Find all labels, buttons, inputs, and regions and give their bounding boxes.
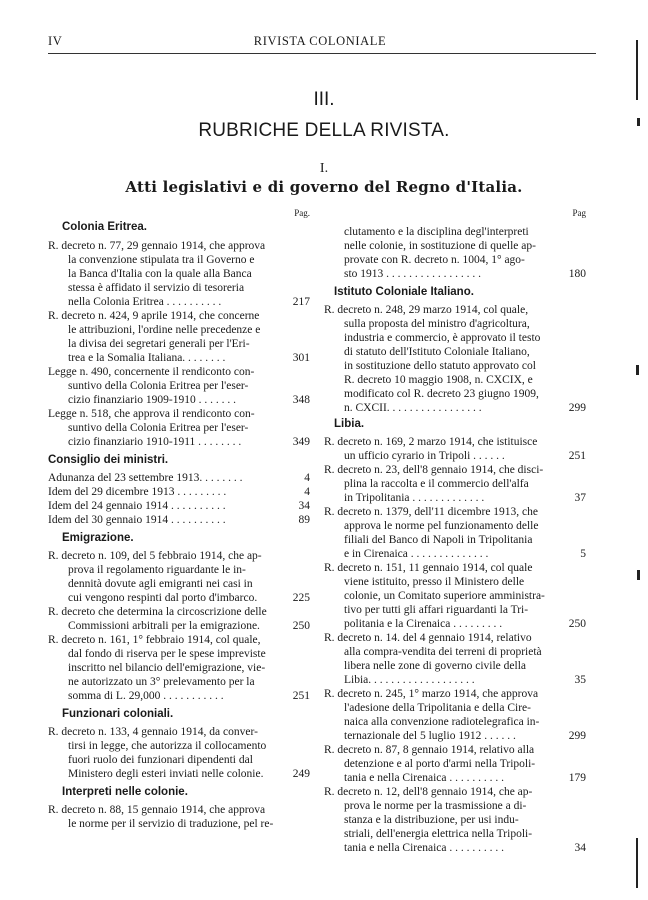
page-reference: 299: [568, 730, 586, 742]
index-line: R. decreto n. 88, 15 gennaio 1914, che approva: [48, 804, 266, 816]
index-line: R. decreto n. 245, 1° marzo 1914, che approva: [324, 688, 539, 700]
index-line: tania e nella Cirenaica . . . . . . . . . .: [344, 842, 504, 854]
subsection-title: Atti legislativi e di governo del Regno d'Italia.: [125, 178, 523, 196]
page-reference: 5: [580, 548, 586, 560]
index-line: di statuto dell'Istituto Coloniale Italiano,: [344, 346, 530, 358]
page-reference: 348: [292, 394, 310, 406]
index-line: dennità dovute agli emigranti nei casi in: [68, 578, 253, 590]
index-line: prova il regolamento riguardante le in-: [68, 564, 246, 576]
index-line: R. decreto 10 maggio 1908, n. CXCIX, e: [344, 374, 533, 386]
page-reference: 251: [568, 450, 586, 462]
index-line: Legge n. 490, concernente il rendiconto con-: [48, 366, 255, 378]
index-line: tirsi in legge, che autorizza il collocamento: [68, 740, 267, 752]
page-reference: 249: [292, 768, 310, 780]
index-line: Libia. . . . . . . . . . . . . . . . . . .: [344, 674, 475, 686]
index-line: tivo per tutti gli affari riguardanti la Tri-: [344, 604, 529, 616]
index-line: in sostituzione dello statuto approvato col: [344, 360, 536, 372]
index-line: Adunanza del 23 settembre 1913. . . . . . . .: [48, 472, 243, 484]
index-line: industria e commercio, è approvato il testo: [344, 332, 541, 344]
index-line: somma di L. 29,000 . . . . . . . . . . .: [68, 690, 224, 702]
index-line: R. decreto n. 133, 4 gennaio 1914, da conver-: [48, 726, 258, 738]
index-line: inscritto nel bilancio dell'emigrazione, vie-: [68, 662, 266, 674]
index-line: ne autorizzato un 3° prelevamento per la: [68, 676, 255, 688]
index-line: stanza e la distribuzione, per usi indu-: [344, 814, 519, 826]
category-heading: Emigrazione.: [62, 532, 134, 544]
index-line: trea e la Somalia Italiana. . . . . . . .: [68, 352, 226, 364]
index-line: suntivo della Colonia Eritrea per l'eser-: [68, 380, 249, 392]
index-line: cui vengono respinti dal porto d'imbarco.: [68, 592, 258, 604]
index-line: plina la raccolta e il commercio dell'alfa: [344, 478, 529, 490]
index-line: cizio finanziario 1910-1911 . . . . . . . .: [68, 436, 242, 448]
index-line: dal fondo di riserva per le spese impreviste: [68, 648, 266, 660]
category-heading: Interpreti nelle colonie.: [62, 786, 188, 798]
page-reference: 4: [304, 486, 310, 498]
scan-edge-mark: [636, 40, 638, 100]
index-line: approva le norme pel funzionamento delle: [344, 520, 539, 532]
index-line: nelle colonie, in sostituzione di quelle ap-: [344, 240, 536, 252]
page-reference: 250: [292, 620, 310, 632]
index-line: cizio finanziario 1909-1910 . . . . . . .: [68, 394, 236, 406]
section-numeral: III.: [313, 89, 335, 110]
index-line: Commissioni arbitrali per la emigrazione.: [68, 620, 260, 632]
page-reference: 89: [298, 514, 310, 526]
index-line: politania e la Cirenaica . . . . . . . . .: [344, 618, 503, 630]
page-reference: 251: [292, 690, 310, 702]
index-line: sulla proposta del ministro d'agricoltura,: [344, 318, 530, 330]
index-line: viene istituito, presso il Ministero delle: [344, 576, 525, 588]
page-reference: 34: [298, 500, 310, 512]
index-line: tania e nella Cirenaica . . . . . . . . . .: [344, 772, 504, 784]
header-rule: [48, 53, 596, 54]
index-line: detenzione e al porto d'armi nella Tripoli-: [344, 758, 536, 770]
index-line: le norme per il servizio di traduzione, pel re-: [68, 818, 274, 830]
index-line: Ministero degli esteri inviati nelle colonie.: [68, 768, 264, 780]
page-reference: 34: [574, 842, 586, 854]
index-line: fuori ruolo dei funzionari dipendenti dal: [68, 754, 253, 766]
index-line: stessa è affidato il servizio di tesoreria: [68, 282, 245, 294]
category-heading: Istituto Coloniale Italiano.: [334, 286, 474, 298]
category-heading: Colonia Eritrea.: [62, 221, 147, 233]
index-line: libera nelle zone di governo civile della: [344, 660, 527, 672]
pag-label: Pag.: [294, 208, 310, 218]
subsection-numeral: I.: [319, 161, 329, 176]
index-line: R. decreto n. 151, 11 gennaio 1914, col quale: [324, 562, 533, 574]
index-line: filiali del Banco di Napoli in Tripolitania: [344, 534, 533, 546]
page-reference: 301: [292, 352, 310, 364]
index-line: Idem del 30 gennaio 1914 . . . . . . . . . .: [48, 514, 226, 526]
page-reference: 217: [292, 296, 310, 308]
index-line: nella Colonia Eritrea . . . . . . . . . .: [68, 296, 222, 308]
index-line: un ufficio cyrario in Tripoli . . . . . .: [344, 450, 505, 462]
page-reference: 179: [568, 772, 586, 784]
index-line: in Tripolitania . . . . . . . . . . . . .: [344, 492, 485, 504]
pag-label: Pag: [572, 208, 586, 218]
index-line: R. decreto n. 87, 8 gennaio 1914, relativo alla: [324, 744, 535, 756]
page-reference: 180: [568, 268, 586, 280]
index-line: suntivo della Colonia Eritrea per l'eser-: [68, 422, 249, 434]
index-line: la convenzione stipulata tra il Governo e: [68, 254, 255, 266]
index-line: striali, dell'energia elettrica nella Tripoli-: [344, 828, 533, 840]
index-line: R. decreto n. 109, del 5 febbraio 1914, che ap-: [48, 550, 262, 562]
index-line: R. decreto n. 1379, dell'11 dicembre 1913, che: [324, 506, 539, 518]
page-reference: 35: [574, 674, 586, 686]
page-reference: 225: [292, 592, 310, 604]
scan-edge-mark: [637, 570, 640, 580]
page-reference: 37: [574, 492, 586, 504]
scan-edge-mark: [636, 365, 639, 375]
index-line: modificato col R. decreto 23 giugno 1909,: [344, 388, 539, 400]
page-reference: 4: [304, 472, 310, 484]
index-line: ternazionale del 5 luglio 1912 . . . . . .: [344, 730, 516, 742]
index-line: Idem del 29 dicembre 1913 . . . . . . . . .: [48, 486, 227, 498]
index-line: naica alla convenzione radiotelegrafica in-: [344, 716, 540, 728]
index-line: R. decreto n. 23, dell'8 gennaio 1914, che disci-: [324, 464, 544, 476]
index-line: Idem del 24 gennaio 1914 . . . . . . . . . .: [48, 500, 226, 512]
index-line: colonie, un Comitato superiore amministra-: [344, 590, 545, 602]
index-line: n. CXCII. . . . . . . . . . . . . . . . .: [344, 402, 482, 414]
index-line: R. decreto n. 161, 1° febbraio 1914, col quale,: [48, 634, 261, 646]
scan-edge-mark: [637, 118, 640, 126]
index-line: R. decreto n. 169, 2 marzo 1914, che istituisce: [324, 436, 538, 448]
index-line: la Banca d'Italia con la quale alla Banca: [68, 268, 252, 280]
index-line: R. decreto che determina la circoscrizione delle: [48, 606, 267, 618]
index-line: alla compra-vendita dei terreni di proprietà: [344, 646, 542, 658]
page-reference: 299: [568, 402, 586, 414]
index-line: e in Cirenaica . . . . . . . . . . . . . .: [344, 548, 489, 560]
section-title: RUBRICHE DELLA RIVISTA.: [198, 120, 450, 141]
page-numeral: IV: [48, 34, 63, 48]
scan-edge-mark: [636, 838, 638, 888]
index-line: provate con R. decreto n. 1004, 1° ago-: [344, 254, 525, 266]
category-heading: Consiglio dei ministri.: [48, 454, 169, 466]
running-head: [48, 34, 592, 50]
index-line: prova le norme per la trasmissione a di-: [344, 800, 527, 812]
index-line: la divisa dei segretari generali per l'Eri-: [68, 338, 250, 350]
index-line: l'adesione della Tripolitania e della Cire-: [344, 702, 531, 714]
index-line: sto 1913 . . . . . . . . . . . . . . . . .: [344, 268, 482, 280]
index-line: clutamento e la disciplina degl'interpreti: [344, 226, 529, 238]
page-reference: 250: [568, 618, 586, 630]
index-line: Legge n. 518, che approva il rendiconto con-: [48, 408, 255, 420]
index-line: R. decreto n. 424, 9 aprile 1914, che concerne: [48, 310, 260, 322]
index-line: R. decreto n. 77, 29 gennaio 1914, che approva: [48, 240, 266, 252]
index-line: R. decreto n. 248, 29 marzo 1914, col quale,: [324, 304, 529, 316]
category-heading: Libia.: [334, 418, 365, 430]
index-line: R. decreto n. 12, dell'8 gennaio 1914, che ap-: [324, 786, 533, 798]
index-line: R. decreto n. 14. del 4 gennaio 1914, relativo: [324, 632, 532, 644]
journal-title: RIVISTA COLONIALE: [253, 34, 387, 48]
index-line: le attribuzioni, l'ordine nelle precedenze e: [68, 324, 261, 336]
page-reference: 349: [292, 436, 310, 448]
category-heading: Funzionari coloniali.: [62, 708, 174, 720]
